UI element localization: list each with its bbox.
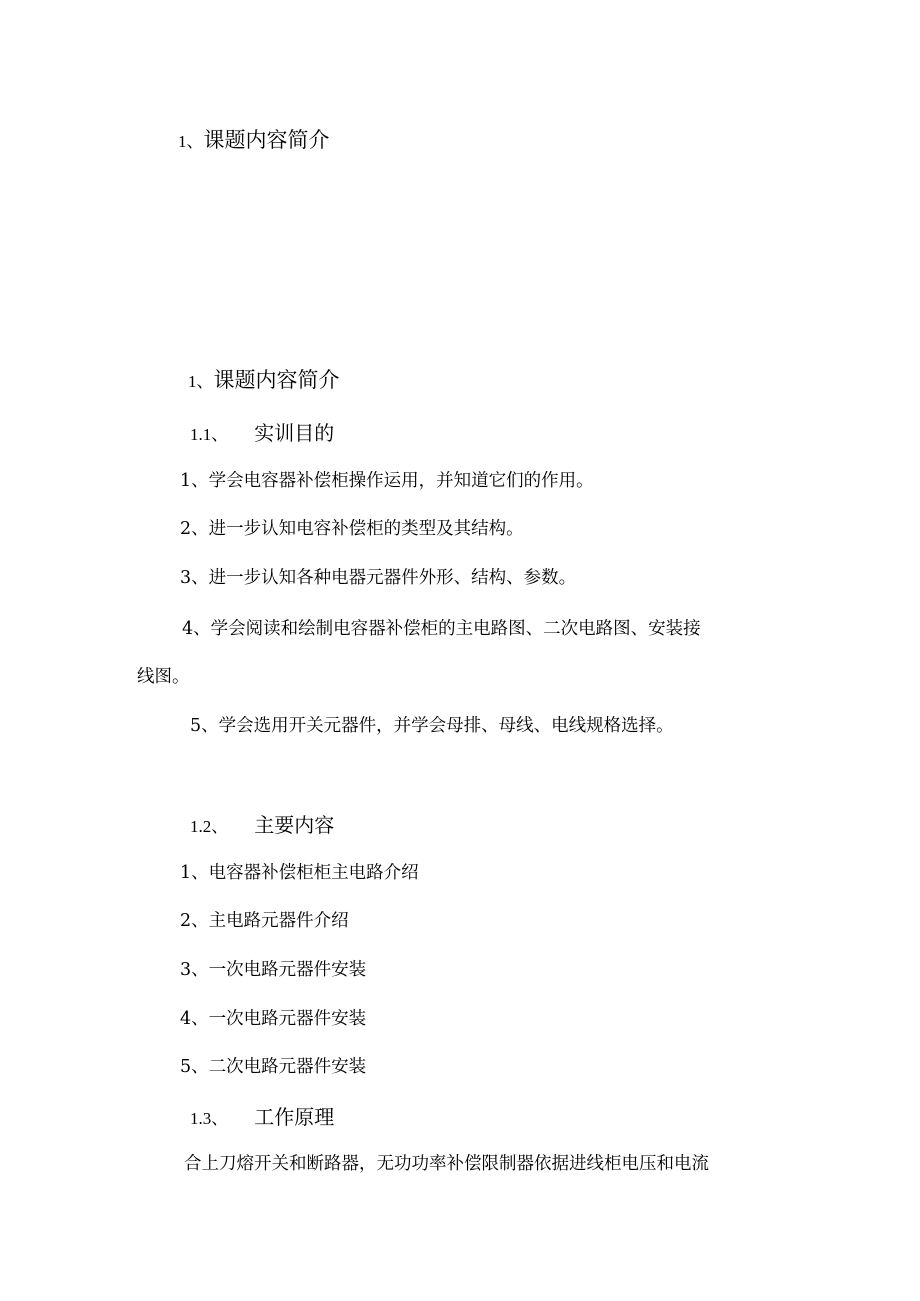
content-item: 4、一次电路元器件安装 (180, 1009, 367, 1029)
subsection-1-2-number: 1.2、 (190, 817, 229, 836)
objective-item: 3、进一步认知各种电器元器件外形、结构、参数。 (180, 568, 577, 588)
subsection-1-2-title: 主要内容 (254, 813, 335, 837)
section-heading (188, 370, 340, 391)
objective-item-continuation: 线图。 (137, 667, 190, 687)
section-heading-text: 课题内容简介 (213, 368, 340, 392)
objective-item: 5、学会选用开关元器件，并学会母排、母线、电线规格选择。 (190, 716, 674, 736)
content-item: 2、主电路元器件介绍 (180, 911, 349, 931)
subsection-1-3-number: 1.3、 (190, 1109, 229, 1128)
subsection-1-1-heading (190, 423, 334, 443)
subsection-1-3-heading (190, 1107, 334, 1127)
subsection-1-1-number: 1.1、 (190, 425, 229, 444)
content-item: 3、一次电路元器件安装 (180, 960, 367, 980)
principle-paragraph: 合上刀熔开关和断路器，无功功率补偿限制器依据进线柜电压和电流 (184, 1154, 709, 1174)
content-item: 1、电容器补偿柜柜主电路介绍 (180, 863, 419, 883)
objective-item: 4、学会阅读和绘制电容器补偿柜的主电路图、二次电路图、安装接 (182, 619, 701, 639)
top-heading-number: 1、 (178, 132, 204, 151)
subsection-1-2-heading (190, 815, 334, 835)
subsection-1-3-title: 工作原理 (254, 1105, 335, 1129)
objective-item: 1、学会电容器补偿柜操作运用，并知道它们的作用。 (180, 471, 594, 491)
objective-item: 2、进一步认知电容补偿柜的类型及其结构。 (180, 519, 524, 539)
subsection-1-1-title: 实训目的 (254, 421, 335, 445)
top-heading (178, 130, 330, 151)
content-item: 5、二次电路元器件安装 (180, 1057, 367, 1077)
section-heading-number: 1、 (188, 372, 214, 391)
top-heading-text: 课题内容简介 (203, 128, 330, 152)
